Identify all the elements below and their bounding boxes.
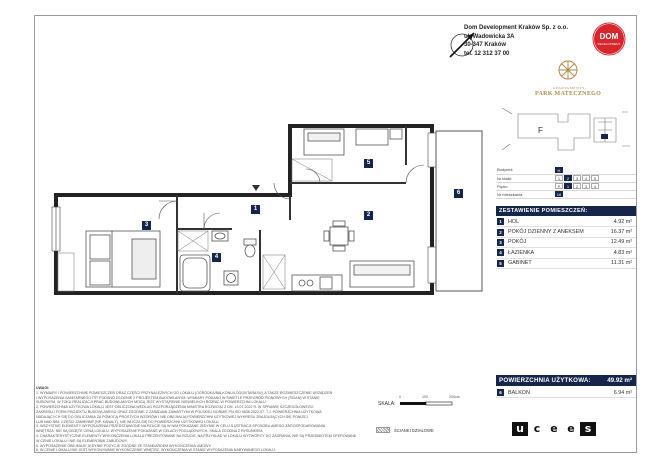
info-row-cells bbox=[554, 166, 636, 174]
info-row-label: Piętro bbox=[496, 182, 554, 190]
room-marker-6: 6 bbox=[454, 189, 463, 198]
usable-area-value: 49.92 m² bbox=[607, 377, 632, 384]
balcony-number: 6 bbox=[497, 389, 504, 396]
info-cell: 2 bbox=[564, 175, 572, 181]
info-row-cells bbox=[554, 190, 636, 198]
rooms-list bbox=[496, 217, 636, 269]
partition-wall-swatch-icon bbox=[376, 427, 390, 433]
info-cell: H bbox=[555, 167, 563, 173]
legend-partition-walls bbox=[376, 427, 434, 433]
floor-plan-drawing bbox=[34, 15, 492, 383]
ucees-letter: e bbox=[546, 422, 562, 436]
project-name: PARK MATECZNEGO bbox=[534, 91, 602, 97]
room-row-area: 4.83 m² bbox=[613, 249, 632, 256]
balcony-row bbox=[496, 388, 636, 398]
notes-line: 3. WSZYSTKIE ELEMENTY WYPOSAŻENIA PRZEDSTAWIONE NA RZUCIE SĄ W NIM POKAZANE JEDYNIE W CELU ILUSTRACJI SPOSOBU AMEGO ZAGOSPODAROWANIA bbox=[36, 424, 326, 429]
info-row-label: Nr klatki bbox=[496, 174, 554, 182]
room-marker-5: 5 bbox=[364, 159, 373, 168]
notes-line: NADAJĄCYCH SIĘ DO OBLICZANIA ZA POMOCĄ PROSTYCH WZORÓW I NIE OBEJMUJĄ POWIERZCHNI UŻYTKOWEJ WYKRESU ZNAJDUJĄCYCH SIĘ PONIŻEJ bbox=[36, 414, 308, 419]
room-row-number: 3 bbox=[497, 239, 504, 246]
info-cell: P bbox=[555, 183, 563, 189]
info-row bbox=[496, 174, 636, 182]
info-row-cells bbox=[554, 182, 636, 190]
info-cell: 5 bbox=[591, 175, 599, 181]
scale-label: SKALA: bbox=[378, 401, 396, 407]
balcony-name: BALKON bbox=[508, 389, 530, 396]
key-plan bbox=[498, 104, 632, 162]
ucees-letter: c bbox=[529, 422, 545, 436]
room-row-name: ŁAZIENKA bbox=[508, 249, 535, 256]
room-row-name: GABINET bbox=[508, 260, 532, 267]
info-cell: 3 bbox=[582, 183, 590, 189]
company-info bbox=[464, 24, 568, 58]
room-row-area: 4.92 m² bbox=[613, 218, 632, 225]
notes-line: 6. W CENIE LOKALU NIE JEST WYKONYWANE WYKOŃCZENIE WNĘTRZ. WYKOŃCZENIA W STANIE WYPOSAŻENIA NABYWANEGO LOKALU. bbox=[36, 448, 277, 453]
info-cell: 3 bbox=[573, 175, 581, 181]
toilet bbox=[244, 239, 256, 257]
dom-logo-text: DOM bbox=[599, 32, 619, 41]
entrance-icon bbox=[252, 185, 260, 191]
ucees-logo bbox=[512, 422, 596, 436]
gabinet-desk bbox=[356, 129, 402, 145]
notes-line: W CENIE LOKALU I NIE SĄ ELEMENTAMI ZABUDOWY. bbox=[36, 438, 128, 443]
notes-line: ZAKRESU I FORM PROJEKTU BUDOWLANEGO ORAZ ZGODNIE Z ZASADAMI ZAWARTYMI W POLSKIEJ NORMIE PN-ISO 9836:2022-07. T.J. POWIERZCHNIA UŻYTKOWA bbox=[36, 409, 322, 414]
room-row-number: 2 bbox=[497, 229, 504, 236]
info-row-cells bbox=[554, 174, 636, 182]
info-cell: 16 bbox=[556, 192, 562, 197]
dom-development-logo bbox=[592, 22, 626, 56]
info-cell: 2 bbox=[573, 183, 581, 189]
info-cell: 4 bbox=[591, 183, 599, 189]
notes-line: LUB NAD NIM. CZĘŚCI ZAMIENNE (NP. KANAŁY), NIE WLICZA SIĘ DO POWIERZCHNI UŻYTKOWEJ LOKALU. bbox=[36, 419, 220, 424]
company-phone: tel. 12 312 37 00 bbox=[464, 50, 510, 57]
notes-line: 1. WYMIARY I POWIERZCHNIE POMIESZCZEŃ ORAZ CZĘŚCI PRZYNALEŻNYCH DO LOKALU (OGRÓDKA/BALKONU/LOGGII/TARASU), A TAKŻE ROZMIESZCZENIE URZĄDZEŃ bbox=[36, 390, 333, 395]
notes bbox=[36, 386, 370, 453]
room-row bbox=[496, 248, 636, 258]
bed bbox=[86, 231, 160, 287]
room-marker-2: 2 bbox=[364, 211, 373, 220]
apartment-info-table bbox=[496, 166, 636, 199]
notes-line: WNĘTRZA, NIE SĄ OBJĘTE CENĄ LOKALU. WYPOSAŻENIE POKAZANE W CELACH POGLĄDOWYCH, SKALA ZGODNA Z RYSUNKIEM. bbox=[36, 429, 264, 434]
floor-plan bbox=[34, 15, 492, 383]
info-row-label: Budynek bbox=[496, 166, 554, 174]
room-row-area: 12.49 m² bbox=[610, 239, 632, 246]
scale-100: 100 bbox=[422, 395, 428, 399]
company-street: ul. Wadowicka 3A bbox=[464, 33, 515, 40]
notes-line: 2. POWIERZCHNIA UŻYTKOWA LOKALU JEST OBLICZONA WEDŁUG ROZPORZĄDZENIA MINISTRA ROZWOJU Z DN. 13.07.2022 R. W SPRAWIE SZCZEGÓŁOWEGO bbox=[36, 405, 314, 410]
ucees-letter: e bbox=[563, 422, 579, 436]
window-left bbox=[52, 207, 60, 251]
hall-cabinet bbox=[178, 231, 208, 251]
room-row-number: 4 bbox=[497, 249, 504, 256]
room-marker-4: 4 bbox=[212, 253, 221, 262]
room-row-area: 16.37 m² bbox=[610, 229, 632, 236]
info-row bbox=[496, 190, 636, 198]
ucees-letter: u bbox=[512, 422, 528, 436]
rooms-header: ZESTAWIENIE POMIESZCZEŃ: bbox=[496, 206, 636, 216]
legend-walls-label: ŚCIANKI DZIAŁOWE bbox=[394, 427, 434, 433]
company-name: Dom Development Kraków Sp. z o.o. bbox=[464, 25, 569, 31]
washing-machine bbox=[224, 271, 238, 285]
balcony-area: 6.94 m² bbox=[613, 389, 632, 396]
usable-area-header bbox=[496, 375, 636, 386]
dining-table bbox=[324, 221, 354, 251]
info-row bbox=[496, 166, 636, 174]
room-row bbox=[496, 259, 636, 269]
room-row-name: POKÓJ DZIENNY Z ANEKSEM bbox=[508, 229, 584, 236]
dom-logo-sub: DEVELOPMENT bbox=[597, 42, 621, 46]
hall-wardrobe bbox=[263, 255, 285, 289]
company-city: 30-347 Kraków bbox=[464, 42, 507, 49]
notes-line: I WYPOSAŻENIA SANITARNEGO ITP. PODANO ZGODNIE Z PROJEKTEM BUDOWLANYM. WYMIARY PODANO W ŚWIETLE PRZEGRÓD PIONOWYCH (ŚCIAN) W STANIE bbox=[36, 395, 320, 400]
gabinet-wardrobe bbox=[292, 159, 332, 181]
info-row bbox=[496, 182, 636, 190]
info-cell: 1 bbox=[555, 175, 563, 181]
sofa bbox=[350, 261, 414, 287]
project-subtitle: APARTAMENTY bbox=[552, 86, 586, 90]
room-row-area: 11.31 m² bbox=[611, 260, 632, 267]
key-plan-label: F bbox=[538, 126, 543, 135]
notes-line: SUROWYM, W TOKU REALIZACJI PRAC BUDOWLANYCH MOGĄ JEST WYSTĄPIENIE NIEWIELKICH RÓŻNIC W POWIERZCHNI LOKALU. bbox=[36, 400, 267, 405]
scale-bar bbox=[400, 398, 480, 408]
scale-200: 200cm bbox=[449, 395, 460, 399]
notes-title: UWAGI: bbox=[36, 386, 50, 390]
notes-line: 4. CHARAKTERYSTYCZNE ELEMENTY WYKOŃCZENIA LOKALU PREZENTOWANE NA RZUCIE, NA PRZYKŁAD W LOKALU WYTWÓRCY DO ZAGRANIA, NIE SĄ PRZEDMIOTEM OFEROWANE bbox=[36, 433, 357, 438]
notes-line: 5. WYPOSAŻENIE OBEJMUJE JEDYNIE POZYCJE ZGODNE ZE STANDARDEM WYKOŃCZENIA UMOWY. bbox=[36, 443, 212, 448]
room-row bbox=[496, 227, 636, 237]
info-cell: 1 bbox=[564, 183, 572, 189]
washbasin bbox=[212, 231, 228, 241]
wardrobe bbox=[58, 253, 74, 291]
scale-0: 0 bbox=[399, 395, 401, 399]
ucees-letter: s bbox=[580, 422, 596, 436]
room-row-name: POKÓJ bbox=[508, 239, 527, 246]
room-marker-1: 1 bbox=[251, 205, 260, 214]
balcony-outline bbox=[436, 131, 482, 291]
bathtub bbox=[180, 255, 210, 291]
info-cell: 4 bbox=[582, 175, 590, 181]
info-row-label: Nr mieszkania bbox=[496, 190, 554, 198]
kitchen-counter bbox=[292, 275, 342, 291]
room-row-name: HOL bbox=[508, 218, 520, 225]
room-marker-3: 3 bbox=[142, 221, 151, 230]
usable-area-label: POWIERZCHNIA UŻYTKOWA: bbox=[499, 377, 591, 384]
room-row bbox=[496, 238, 636, 248]
room-row-number: 1 bbox=[497, 218, 504, 225]
room-row bbox=[496, 217, 636, 227]
gabinet-sofa bbox=[304, 129, 344, 155]
room-row-number: 5 bbox=[497, 260, 504, 267]
